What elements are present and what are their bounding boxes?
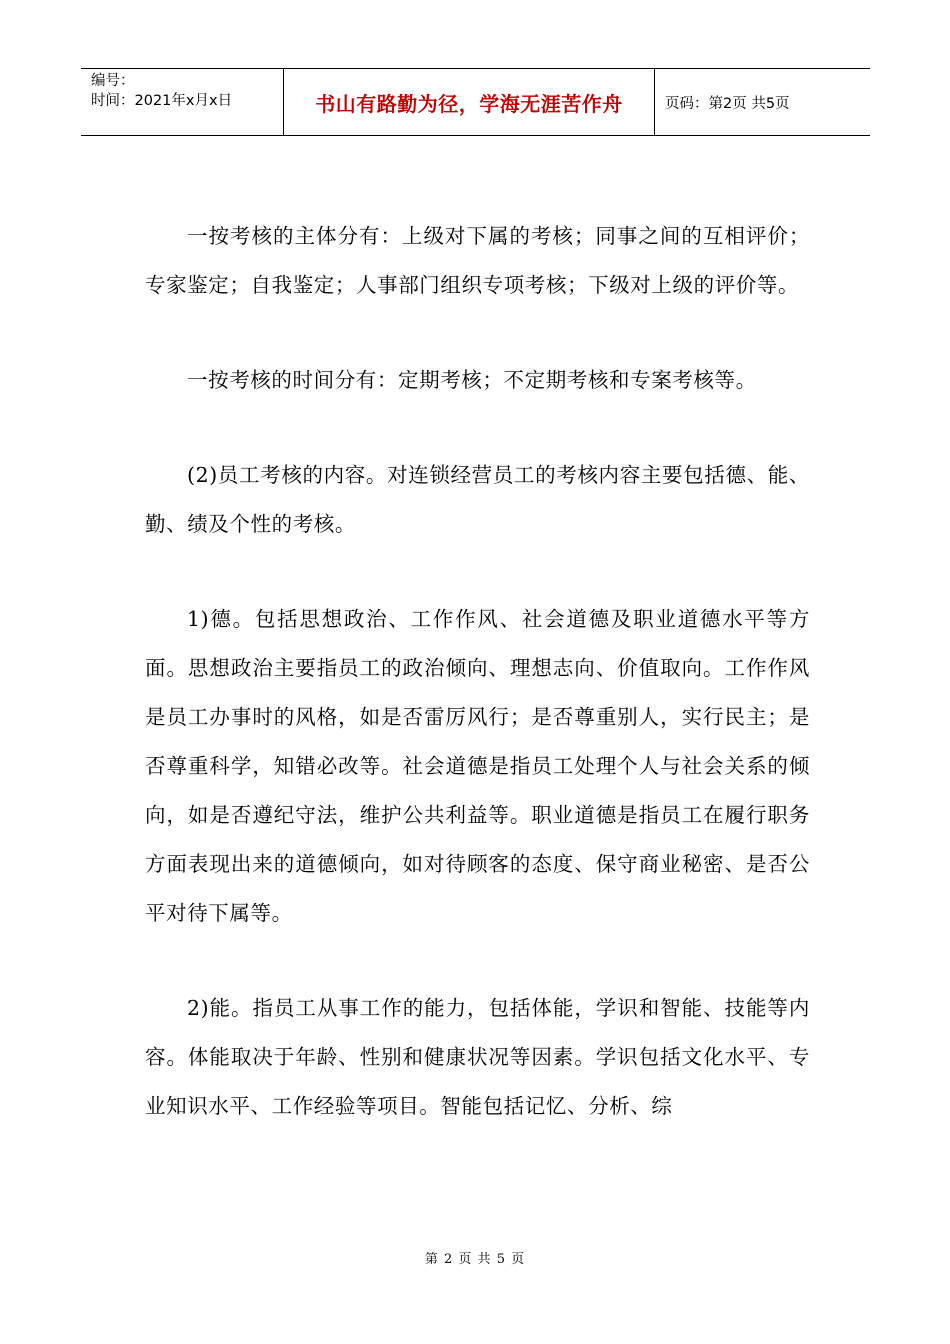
document-header: [81, 68, 870, 136]
header-page-code: 页码：第2页 共5页: [665, 95, 790, 112]
paragraph-assessment-time: 一按考核的时间分有：定期考核；不定期考核和专案考核等。: [187, 368, 757, 392]
header-number-label: 编号：: [91, 73, 135, 89]
header-info-cell: [81, 69, 283, 135]
footer-page-number: 第 2 页 共 5 页: [424, 1252, 526, 1267]
paragraph-assessment-content: (2)员工考核的内容。对连锁经营员工的考核内容主要包括德、能、勤、绩及个性的考核。: [145, 463, 810, 536]
paragraph-ability: 2)能。指员工从事工作的能力，包括体能，学识和智能、技能等内容。体能取决于年龄、性别和健康状况等因素。学识包括文化水平、专业知识水平、工作经验等项目。智能包括记忆、分析、综: [145, 996, 810, 1118]
header-date: 时间：2021年x月x日: [91, 93, 233, 109]
paragraph-morality: 1)德。包括思想政治、工作作风、社会道德及职业道德水平等方面。思想政治主要指员工的政治倾向、理想志向、价值取向。工作作风是员工办事时的风格，如是否雷厉风行；是否尊重别人，实行民主；是否尊重科学，知错必改等。社会道德是指员工处理个人与社会关系的倾向，如是否遵纪守法，维护公共利益等。职业道德是指员工在履行职务方面表现出来的道德倾向，如对待顾客的态度、保守商业秘密、是否公平对待下属等。: [145, 607, 810, 925]
header-motto-cell: [283, 69, 655, 135]
document-body: [145, 212, 810, 1177]
paragraph-assessment-subject: 一按考核的主体分有：上级对下属的考核；同事之间的互相评价；专家鉴定；自我鉴定；人事部门组织专项考核；下级对上级的评价等。: [145, 224, 810, 297]
header-page-cell: [655, 69, 870, 135]
header-motto: 书山有路勤为径，学海无涯苦作舟: [315, 91, 623, 116]
page-footer: [0, 1248, 950, 1267]
